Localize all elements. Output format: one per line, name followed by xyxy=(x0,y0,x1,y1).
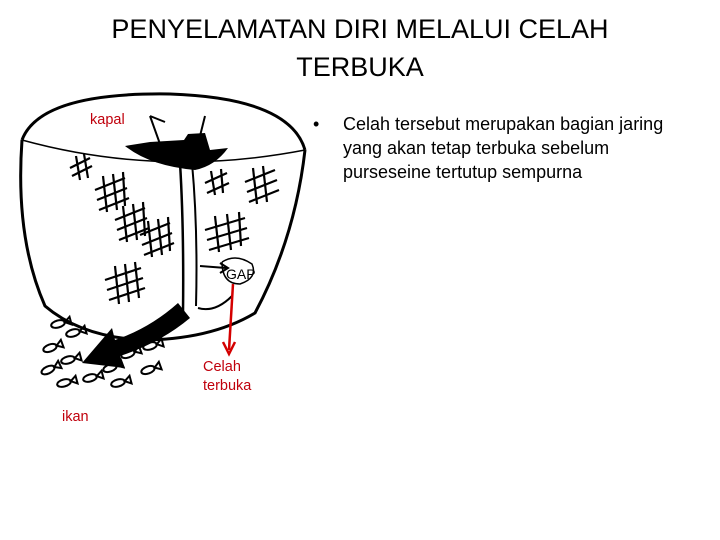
gap-label: GAP xyxy=(226,266,256,282)
page-title: PENYELAMATAN DIRI MELALUI CELAH TERBUKA xyxy=(111,14,609,82)
open-gap-label-line2: terbuka xyxy=(203,378,252,394)
escape-arrow xyxy=(82,303,190,368)
bullet-marker: • xyxy=(313,114,320,134)
boat-icon xyxy=(125,116,228,170)
fish-label: ikan xyxy=(62,409,89,425)
boat-label: kapal xyxy=(90,112,125,128)
purse-line xyxy=(180,163,183,313)
bullet-text: Celah tersebut merupakan bagian jaring yang akan tetap terbuka sebelum purseseine tertutup sempurna xyxy=(343,114,664,182)
purse-seine-diagram xyxy=(0,78,310,408)
open-gap-label xyxy=(203,358,251,396)
celah-arrow xyxy=(229,284,233,350)
open-gap-label-line1: Celah xyxy=(203,359,241,375)
